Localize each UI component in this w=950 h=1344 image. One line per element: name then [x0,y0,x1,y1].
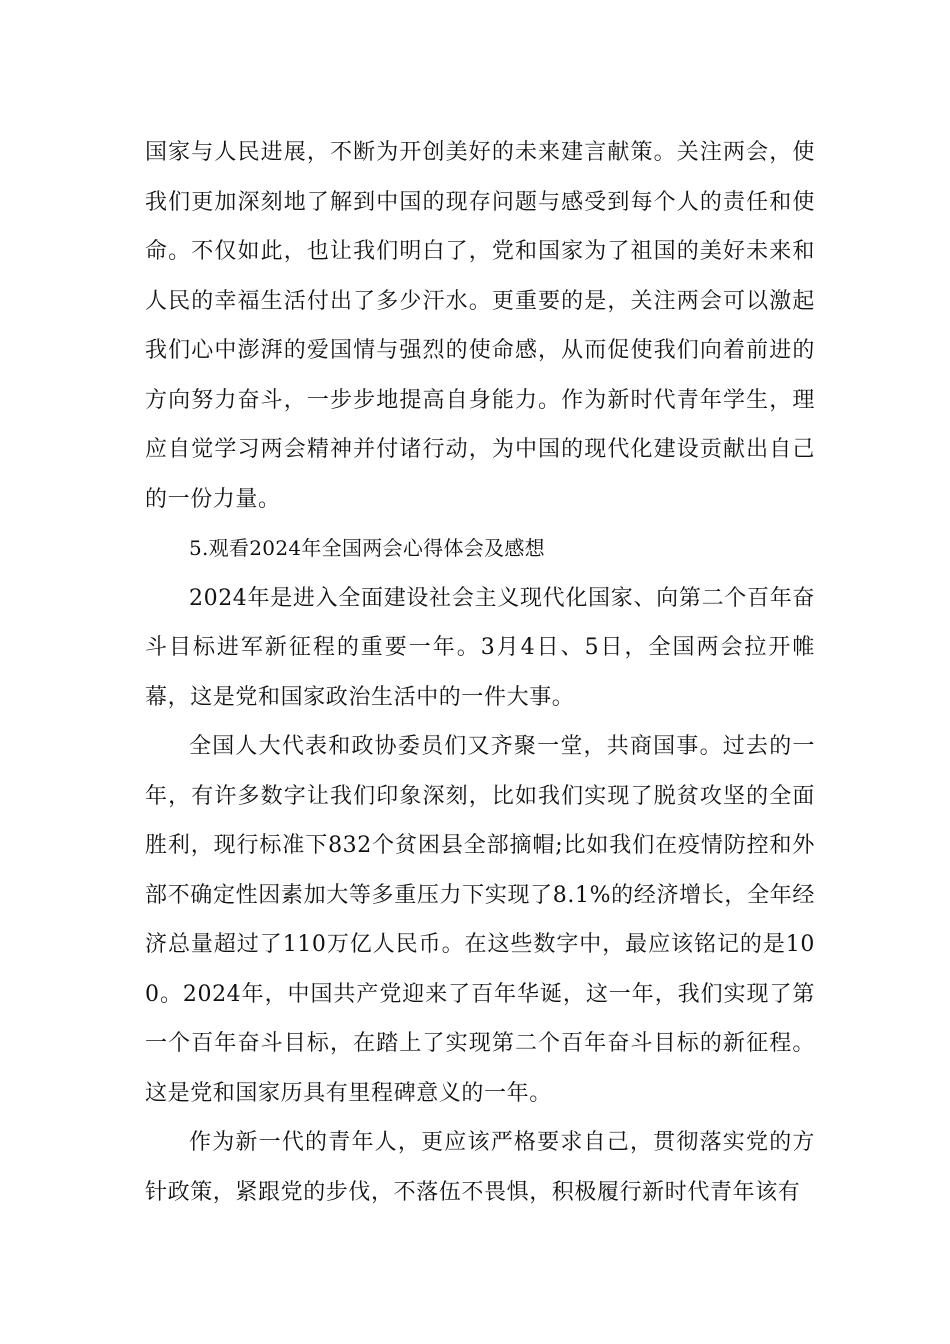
paragraph-3: 作为新一代的青年人，更应该严格要求自己，贯彻落实党的方针政策，紧跟党的步伐，不落伍不畏惧，积极履行新时代青年该有 [145,1130,815,1205]
paragraph-1: 2024年是进入全面建设社会主义现代化国家、向第二个百年奋斗目标进军新征程的重要一年。3月4日、5日，全国两会拉开帷幕，这是党和国家政治生活中的一件大事。 [145,585,815,710]
paragraph-continued: 国家与人民进展，不断为开创美好的未来建言献策。关注两会，使我们更加深刻地了解到中国的现存问题与感受到每个人的责任和使命。不仅如此，也让我们明白了，党和国家为了祖国的美好未来和人民的幸福生活付出了多少汗水。更重要的是，关注两会可以激起我们心中澎湃的爱国情与强烈的使命感，从而促使我们向着前进的方向努力奋斗，一步步地提高自身能力。作为新时代青年学生，理应自觉学习两会精神并付诸行动，为中国的现代化建设贡献出自己的一份力量。 [145,140,815,512]
section-heading: 5.观看2024年全国两会心得体会及感想 [189,536,545,560]
document-page [145,128,815,1217]
paragraph-2: 全国人大代表和政协委员们又齐聚一堂，共商国事。过去的一年，有许多数字让我们印象深刻，比如我们实现了脱贫攻坚的全面胜利，现行标准下832个贫困县全部摘帽;比如我们在疫情防控和外部不确定性因素加大等多重压力下实现了8.1%的经济增长，全年经济总量超过了110万亿人民币。在这些数字中，最应该铭记的是100。2024年，中国共产党迎来了百年华诞，这一年，我们实现了第一个百年奋斗目标，在踏上了实现第二个百年奋斗目标的新征程。这是党和国家历具有里程碑意义的一年。 [145,734,815,1106]
